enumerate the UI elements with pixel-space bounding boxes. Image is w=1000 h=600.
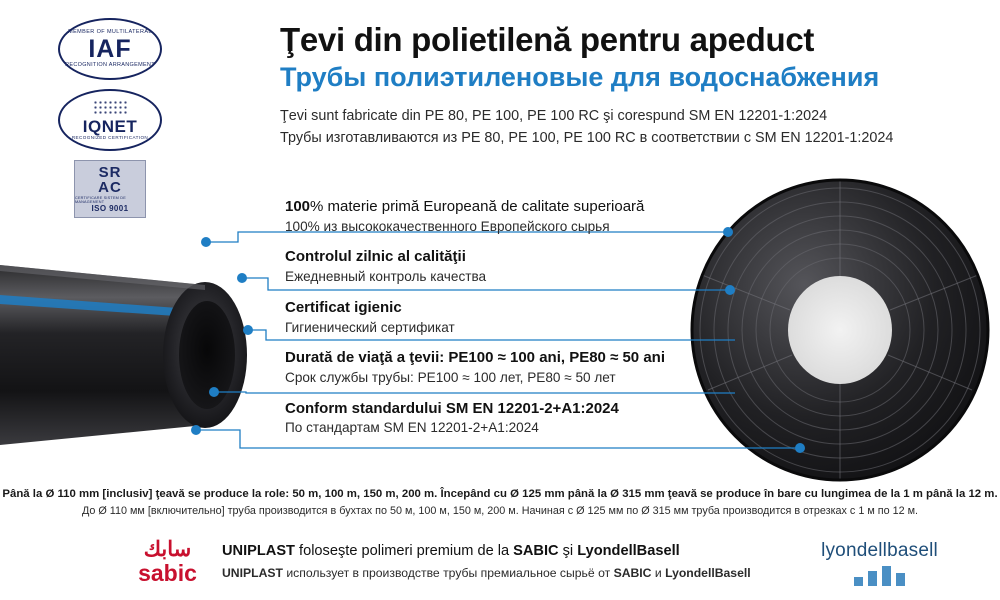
sr-badge-line3: CERTIFICARE SISTEM DE MANAGEMENT — [75, 196, 126, 205]
feature-list — [285, 198, 715, 450]
sabic-logo-latin: sabic — [138, 560, 197, 587]
sr-badge-line1: SR — [98, 163, 122, 181]
production-note — [0, 487, 1000, 519]
feature-item — [285, 299, 715, 336]
header — [280, 22, 980, 150]
note-ru: До Ø 110 мм [включительно] труба производится в бухтах по 50 м, 100 м, 150 м, 200 м. Начиная с Ø 125 мм по Ø 315 мм труба производится в отрезках с 1 м по 12 м. — [81, 504, 919, 517]
feature-title-ru: Ежедневный контроль качества — [285, 269, 487, 285]
lyondellbasell-bars-icon — [787, 566, 972, 586]
pipe-coil-image — [690, 175, 1000, 485]
feature-title-ru: 100% из высококачественного Европейского сырья — [285, 218, 610, 234]
page-title-ru: Трубы полиэтиленовые для водоснабжения — [280, 62, 880, 93]
feature-title-ru: Гигиенический сертификат — [285, 319, 455, 335]
feature-item — [285, 400, 715, 437]
sr-badge-line4: ISO 9001 — [91, 204, 129, 214]
partners-text — [222, 542, 752, 581]
sabic-logo-arabic: سابك — [143, 538, 192, 561]
feature-title-ro: Controlul zilnic al calităţii — [285, 248, 466, 266]
feature-title-ro: Durată de viaţă a ţevii: PE100 ≈ 100 ani, PE80 ≈ 50 ani — [285, 349, 665, 367]
iqnet-badge — [58, 89, 162, 151]
lyondellbasell-logo-text: lyondellbasell — [821, 540, 938, 561]
partners-text-ru: UNIPLAST использует в производстве трубы премиальное сырьё от SABIC и LyondellBasell — [222, 565, 751, 580]
iaf-ring-top-text: MEMBER OF MULTILATERAL — [68, 29, 152, 35]
feature-title-ro: Conform standardului SM EN 12201-2+A1:2024 — [285, 399, 619, 417]
iaf-badge — [58, 18, 162, 80]
feature-title-ru: По стандартам SM EN 12201-2+A1:2024 — [285, 420, 539, 436]
iqnet-dots-icon — [93, 100, 127, 116]
feature-item — [285, 198, 715, 235]
iqnet-badge-sub: RECOGNIZED CERTIFICATION — [71, 134, 149, 140]
subtitle-ro: Ţevi sunt fabricate din PE 80, PE 100, PE 100 RC şi corespund SM EN 12201-1:2024 — [280, 108, 828, 125]
partners-text-ro: UNIPLAST foloseşte polimeri premium de la SABIC şi LyondellBasell — [222, 543, 680, 559]
pipe-section-image — [0, 190, 300, 470]
subtitle-ru: Трубы изготавливаются из PE 80, PE 100, PE 100 RC в соответствии с SM EN 12201-1:2024 — [280, 129, 894, 146]
feature-item — [285, 349, 715, 386]
note-ro: Până la Ø 110 mm [inclusiv] ţeavă se produce la role: 50 m, 100 m, 150 m, 200 m. Începând cu Ø 125 mm până la Ø 315 mm ţeavă se produce în bare cu lungimea de la 1 m până la 12 m. — [2, 488, 998, 500]
feature-title-ro: 100% materie primă Europeană de calitate superioară — [285, 198, 645, 215]
sabic-logo — [110, 538, 225, 585]
iaf-ring-bottom-text: RECOGNITION ARRANGEMENT — [65, 61, 155, 68]
sr-badge-line2: AC — [98, 179, 122, 197]
page-title-ro: Ţevi din polietilenă pentru apeduct — [280, 21, 815, 58]
iqnet-badge-label: IQNET — [82, 116, 138, 136]
feature-title-ru: Срок службы трубы: PE100 ≈ 100 лет, PE80 ≈ 50 лет — [285, 370, 616, 386]
iaf-badge-label: IAF — [88, 34, 132, 63]
lyondellbasell-logo — [787, 541, 972, 586]
footer — [0, 533, 1000, 600]
feature-item — [285, 248, 715, 285]
feature-title-ro: Certificat igienic — [285, 298, 402, 316]
certification-badges — [50, 18, 170, 218]
